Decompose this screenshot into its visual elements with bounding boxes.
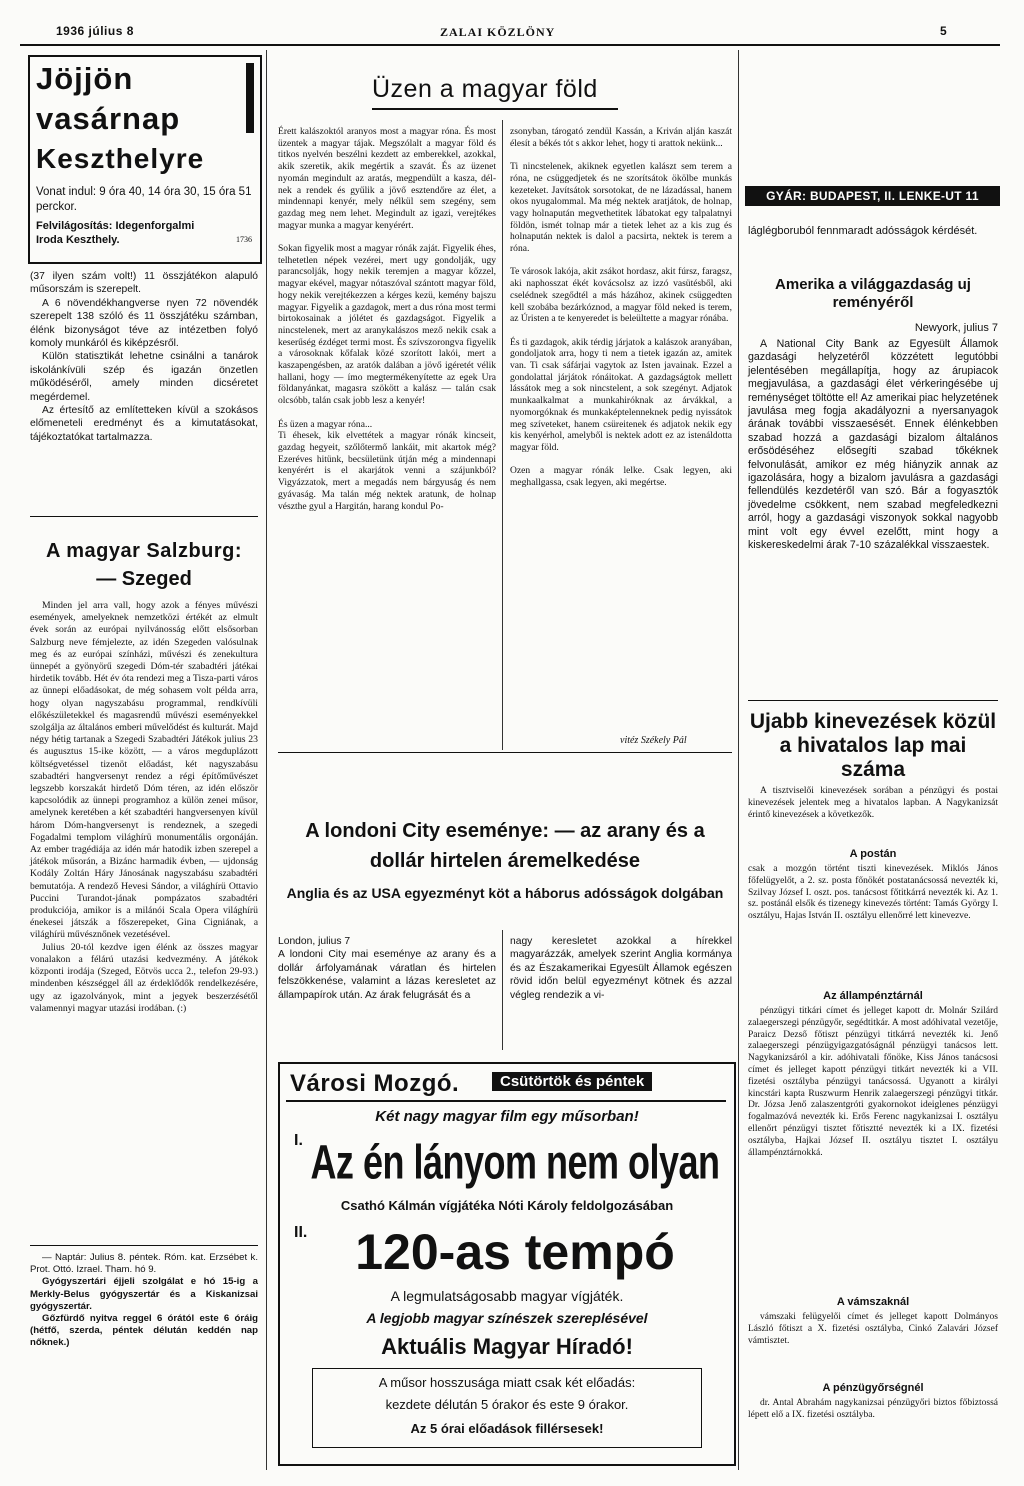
bath-text: Gőzfürdő nyitva reggel 6 órától este 6 óráig (hétfő, szerda, péntek délután keddén nap nőknek.)	[30, 1313, 258, 1349]
allampenztar-title: Az állampénztárnál	[823, 990, 923, 1002]
article-paragraph: Minden jel arra vall, hogy azok a fényes művészi események, amelyeknek nemzetközi értékét az elmult évek során az európai nyilvánosság előtt elsősorban Salzburg neve fémjelezte, az idén Szegeden valósulnak meg és az európai színházi, művészi és zenekultura ünnepét a gyönyörű szegedi Dóm-tér szabadtéri játékai hirdetik tovább. Hét év óta rendezi meg a Tisza-parti város az ünnepi előadásokat, de még sohasem volt példa arra, hogy olyan nagyszabásu programmal, rendkívüli előkészületekkel és magasrendű művészi eseményekkel szolgálja az általános emberi művelődést és kulturát. Majd négy hétig tartanak a Szegedi Szabadtéri Játékok julius 23 és augusztus 15-ike között, — a város megduplázott költségvetéssel tizenöt előadást, két nagyszabásu szabadtéri hangversenyt rendez a régi építőművészet legszebb korszakát hirdető Dóm téren, az idén először kapcsolódik az ünnepi programhoz a külön zenei műsor, amelynek keretében a két szabadtéri hangversenyen kívül három Dóm-hangversenyt is rendeznek, a szegedi Fogadalmi templom világhírü monumentális orgonáján. Az ember tragédiája az idén már hatodik izben szerepel a játékok műsorán, a Bizánc harmadik évben, — ujdonság Kodály Zoltán Háry Jánosának nagyszabásu szabadtéri bemutatója. A rendező Hevesi Sándor, a világhírü Ottavio Puccini Turandot-jának pompázatos szabadtéri produkciója, amikor is a milánói Scala Opera világhírü énekesei játszák a főszerepeket, Gina Cigniának, a világhírü művésznőnek vezetésével.	[30, 600, 258, 941]
article-paragraph: Julius 20-tól kezdve igen élénk az összes magyar vonalakon a félárú utazási kedvezmény. A játékok központi irodája (Szeged, Eötvös ucca 2., telefon 29-93.) mindenben készséggel áll az érdeklődők rendelkezésére, ugy az igazolványok, mint a jegyek beszerzésétől valamennyi magyar utazási irodában. (:)	[30, 941, 258, 1014]
allampenztar-body: pénzügyi titkári címet és jelleget kapott dr. Molnár Szilárd zalaegerszegi pénzügyőr, segédtitkár. A most adóhivatal vezetője, Paraicz Dezső főtiszt pénzügyi titkárrá nevezték ki. Jenő zalaegerszegi pénzügyigazgatóságnál pénzügyi tanácsos lett. Nagykanizsáról a kir. adóhivatali főnöke, Kiss János tanácsosi címet és jelleget kapott pénzügyi titkárt nevezték ki a VII. fizetési osztályba pénzügyi tanácsossá. Ugyanott a királyi kincstári kapta Ruszwurm Henrik zalaegerszegi pénzügyi titkár. Dr. Józsa Jenő zalaszentgróti gyakornokot ideiglenes pénzügyi fogalmazóvá nevezték ki. Erős Ferenc nagykanizsai I. osztályu ellenőrt pénzügyi tisztet főtisztté nevezték ki a IX. fizetési osztályba, Hajkai József II. osztályu tisztet I. osztályu állampénztárnokká.	[748, 1006, 998, 1158]
article-paragraph: Külön statisztikát lehetne csinálni a tanárok iskolánkívüli szép és igazán önzetlen működéséről, amely minden dicséretet megérdemel.	[30, 351, 258, 403]
salzburg-subtitle: — Szeged	[96, 568, 192, 590]
article-paragraph: (37 ilyen szám volt!) 11 összjátékon alapuló műsorszám is szerepelt.	[30, 271, 258, 296]
salzburg-article	[30, 600, 258, 1015]
amerika-title: Amerika a világgazdaság uj reményéről	[775, 276, 971, 311]
london-col2: nagy keresletet azokkal a hírekkel magyarázzák, amelyek szerint Anglia kormánya és az Északamerikai Egyesült Államok egészen rövid időn belül egyezményt kötnek és azzal végleg rendezik a vi-	[510, 936, 732, 1001]
uzen-col2: zsonyban, tárogató zendül Kassán, a Kriván alján kaszát élesít a békés tót s akkor lehet, hogy ti arattok nekünk... Ti nincstelenek, akiknek egyetlen kalászt sem terem a róna, ne csüggedjetek és ne szorítsátok ökölbe munkás kezeteket. Javítsátok sorsotokat, de ne lázadással, hanem okos nyugalommal. Ma még nektek aratjátok, de holnap, vagy holnapután megvethetitek lábatokat egy talpalatnyi földön, ismét tolnap már a tietek lehet az a kis zug és holnapután nektek is dalol a pacsirta, nektek is terem a róna. Te városok lakója, akit zsákot hordasz, akit fúrsz, faragsz, aki naphosszat ékét kovácsolsz az izzó vasütésből, aki cselédnek szegődtél a más házához, akinek csüggedten kell szobába bezárkóznod, a magyar föld neked is terem, az Úristen a te kenyeredet is beleültette a magyar rónába. És ti gazdagok, akik térdig járjatok a kalászok aranyában, gondoljatok arra, hogy ti nem a tietek igazán az, amitek van. Ti csak sáfárjai vagytok az Isten javainak. Ezzel a gondolattal járjátok rónáitokat. A gazdagságtok mellett lássátok meg a sok nincstelent, a sok szegényt. Adjatok munkaalkalmat a munkahiróknak az árvákkal, a nyomorgóknak és munkaképtelenneknek pedig nyissátok meg szíveteket, hanem csüreitenek és adjatok nekik egy kis kenyérhol, amelyből is nektek adott ez az istenáldotta magyar föld. Ozen a magyar rónák lelke. Csak legyen, aki meghallgassa, csak legyen, aki megértse.	[510, 126, 732, 489]
cinema-actors: A legjobb magyar színészek szereplésével	[366, 1310, 648, 1326]
penzugyorseg-body: dr. Antal Abrahám nagykanizsai pénzügyőri biztos főbiztossá lépett elő a IX. fizetési osztályba.	[748, 1398, 998, 1420]
column-divider	[266, 50, 267, 1470]
film2-desc: A legmulatságosabb magyar vígjáték.	[390, 1288, 624, 1304]
column-divider	[502, 120, 503, 750]
calendar-text: — Naptár: Julius 8. péntek. Róm. kat. Erzsébet k. Prot. Ottó. Izrael. Tham. hó 9.	[30, 1252, 258, 1276]
title-underline	[372, 108, 618, 110]
film1-title: Az én lányom nem olyan	[310, 1134, 720, 1190]
ad-headline-1: Jöjjön	[36, 61, 134, 96]
divider	[30, 1245, 258, 1246]
article-paragraph: Az értesítő az említetteken kívül a szokásos előmeneteli eredményt és a kimutatásokat, tájékoztatókat tartalmazza.	[30, 405, 258, 443]
cinema-note-2: kezdete délután 5 órakor és este 9 órakor.	[385, 1397, 629, 1412]
factory-ad: GYÁR: BUDAPEST, II. LENKE-UT 11	[745, 186, 1000, 206]
kinevezes-intro: A tisztviselői kinevezések sorában a pénzügyi és postai kinevezések jelentek meg a hivatalos lapban. A Nagykanizsát érintő kinevezések a következők.	[748, 786, 998, 820]
penzugyorseg-title: A pénzügyőrségnél	[822, 1382, 924, 1394]
header-rule	[20, 44, 1000, 46]
kinevezes-title: Ujabb kinevezések közül a hivatalos lap mai száma	[749, 710, 997, 781]
uzen-col1: Érett kalászoktól aranyos most a magyar róna. És most üzentek a magyar tájak. Megszólalt a magyar föld és titkos nyelvén beszélni kezdett az emberekkel, azokkal, akik szeretik, akik megértik a szavát. És az üzenet nyomán megindult az aratás, megpendült a kasza, dél-nek a rendek és gyűlik a jövő esztendőre az élet, a mindennapi kenyér, mely nélkül sem szegény, sem gazdag meg nem lehet. Megindult az igazi, verejtékes magyar munka a magyar kenyérért. Sokan figyelik most a magyar rónák zaját. Figyelik éhes, telhetetlen népek vezérei, mert ugy gondolják, ugy parancsolják, hogy nekik teremjen a magyar kőzzel, magyar ekével, magyar nótaszóval szántott magyar föld, hogy nekik verejtékezzen a kérges kezü, kemény bajszu magyar. Figyelik a gazdagok, mert a dus róna most termi birtokosainak a jólétet és gazdagságot. Figyelik a nincstelenek, mert az aranykalászos mező nekik csak a keserűség ézdéget termi most. És szívszorongva figyelik a városoknak kőfalak közé szorított lakói, mert a kaszapengésben, az aratók dalában a jövő igéretét vélik hallani, hogy — ímo megtermékenyítette az egek Ura földanyánkat, magasra szökött a kalász — talán csak olcsóbb, talán csak jobb lesz a kenyér! És üzen a magyar róna... Ti éhesek, kik elvettétek a magyar rónák kincseit, gazdag hegyeit, szőlőtermő lankáit, mit akartok még? Ezeréves hitünk, becsületünk útján még a mindennapi kenyérért is el akarjátok venni a szájunkból? Vigyázzatok, mert a megadás nem bárgyuság és nem gyávaság. Ma talán még nektek aratunk, de holnap vészthe gyul a Hargitán, harang kondul Po-	[278, 126, 496, 512]
cinema-name: Városi Mozgó.	[290, 1070, 460, 1097]
film2-title: 120-as tempó	[355, 1224, 675, 1280]
ad-headline-2: vasárnap	[36, 101, 181, 136]
column-divider	[502, 930, 503, 1050]
ad-code: 1736	[236, 235, 252, 244]
posta-title: A postán	[849, 848, 897, 860]
film2-number: II.	[294, 1224, 308, 1241]
cinema-note-1: A műsor hosszusága miatt csak két előadás:	[378, 1375, 636, 1390]
cinema-days: Csütörtök és péntek	[492, 1072, 652, 1091]
amerika-dateline: Newyork, julius 7	[914, 322, 998, 334]
school-report-article	[30, 270, 258, 444]
cinema-news: Aktuális Magyar Híradó!	[381, 1334, 633, 1359]
ad-schedule: Vonat indul: 9 óra 40, 14 óra 30, 15 óra 51 perckor.	[36, 186, 252, 213]
keszthely-ad	[28, 55, 262, 264]
cinema-ad	[278, 1062, 736, 1466]
amerika-body: A National City Bank az Egyesült Államok gazdasági helyzetéről közzétett legutóbbi jelentésében megállapítja, hogy az árupiacok megjavulása, a gazdasági élet vérkeringésébe uj reménységet töltötte el! Az amerikai piac helyzetének javulása meg fogja akadályozni a nyersanyagok árának további visszaesését. Ennek élénkebben szabad hozzá a gazdasági bizalom általános erősödéséhez elősegíti szabad tőkéknek felvonulását, amikor ez még hiányzik annak az igazolására, hogy a bizalom javulásra a gazdasági fellendülés kezdetéről van szó. Bár a fogyasztók jövedelme csökkent, nem szabad megfeledkezni arról, hogy a gazdasági viszonyok sokkal nagyobb mint volt egy évvel ezelőtt, mint hogy a kiskereskedelmi árak 7-10 százalékkal visszaestek.	[748, 338, 998, 552]
uzen-title: Üzen a magyar föld	[372, 75, 598, 103]
vamszak-title: A vámszaknál	[836, 1296, 910, 1308]
article-paragraph: A 6 növendékhangverse nyen 72 növendék szerepelt 138 szóló és 11 összjátéku számban, élénk bizonyságot téve az intézetben folyó komoly munkáról és kiképzésről.	[30, 297, 258, 350]
cinema-notice-box	[312, 1368, 702, 1448]
uzen-signature: vitéz Székely Pál	[620, 735, 687, 746]
salzburg-title: A magyar Salzburg:	[45, 540, 243, 562]
page-header	[20, 22, 1000, 42]
vamszak-body: vámszaki felügyelői címet és jelleget kapott Dolmányos László főtiszt a X. fizetési osztályba, Cinkó Zalavári József vámtisztet.	[748, 1312, 998, 1346]
london-subtitle: Anglia és az USA egyezményt köt a háborus adósságok dolgában	[286, 885, 724, 901]
column-divider	[738, 50, 739, 1470]
ad-headline-3: Keszthelyre	[36, 143, 205, 174]
right-fragment: láglégboruból fennmaradt adósságok kérdését.	[748, 225, 978, 237]
divider	[286, 1100, 726, 1102]
divider	[278, 752, 732, 753]
ad-bar	[246, 63, 254, 133]
posta-body: csak a mozgón történt tiszti kinevezések. Miklós János főfelügyelőt, a 2. sz. posta főnökét postatanácsossá nevezték ki, Szilvay József I. oszt. pos. tanácsost főtitkárrá nevezték ki. Az 1. sz. postánál elsők és tizenegy kinevezés történt: Tamás György I. osztályu, Hajas István II. osztályu ellenőrré lett kinevezve.	[748, 864, 998, 922]
divider	[748, 700, 998, 701]
divider	[30, 516, 258, 517]
cinema-two-films: Két nagy magyar film egy műsorban!	[375, 1108, 639, 1125]
cinema-note-3: Az 5 órai előadások fillérsesek!	[410, 1421, 604, 1436]
calendar-notices	[30, 1252, 258, 1350]
header-masthead: ZALAI KÖZLÖNY	[440, 25, 556, 39]
film1-number: I.	[294, 1132, 303, 1149]
london-col1: London, julius 7 A londoni City mai eseménye az arany és a dollár árfolyamának váratlan és hirtelen felszökkenése, valamint a lázas keresletet az állampapírok után. Az árak felugrását és a	[278, 936, 496, 1001]
pharmacy-text: Gyógyszertári éjjeli szolgálat e hó 15-ig a Merkly-Belus gyógyszertár és a Kiskanizsai gyógyszertár.	[30, 1276, 258, 1312]
film1-desc: Csathó Kálmán vígjátéka Nóti Károly feldolgozásában	[340, 1198, 674, 1213]
london-title: A londoni City eseménye: — az arany és a dollár hirtelen áremelkedése	[305, 820, 705, 872]
ad-info: Felvilágosítás: Idegenforgalmi Iroda Keszthely.	[36, 220, 195, 246]
header-page-number: 5	[940, 24, 947, 38]
header-date: 1936 július 8	[56, 24, 134, 38]
